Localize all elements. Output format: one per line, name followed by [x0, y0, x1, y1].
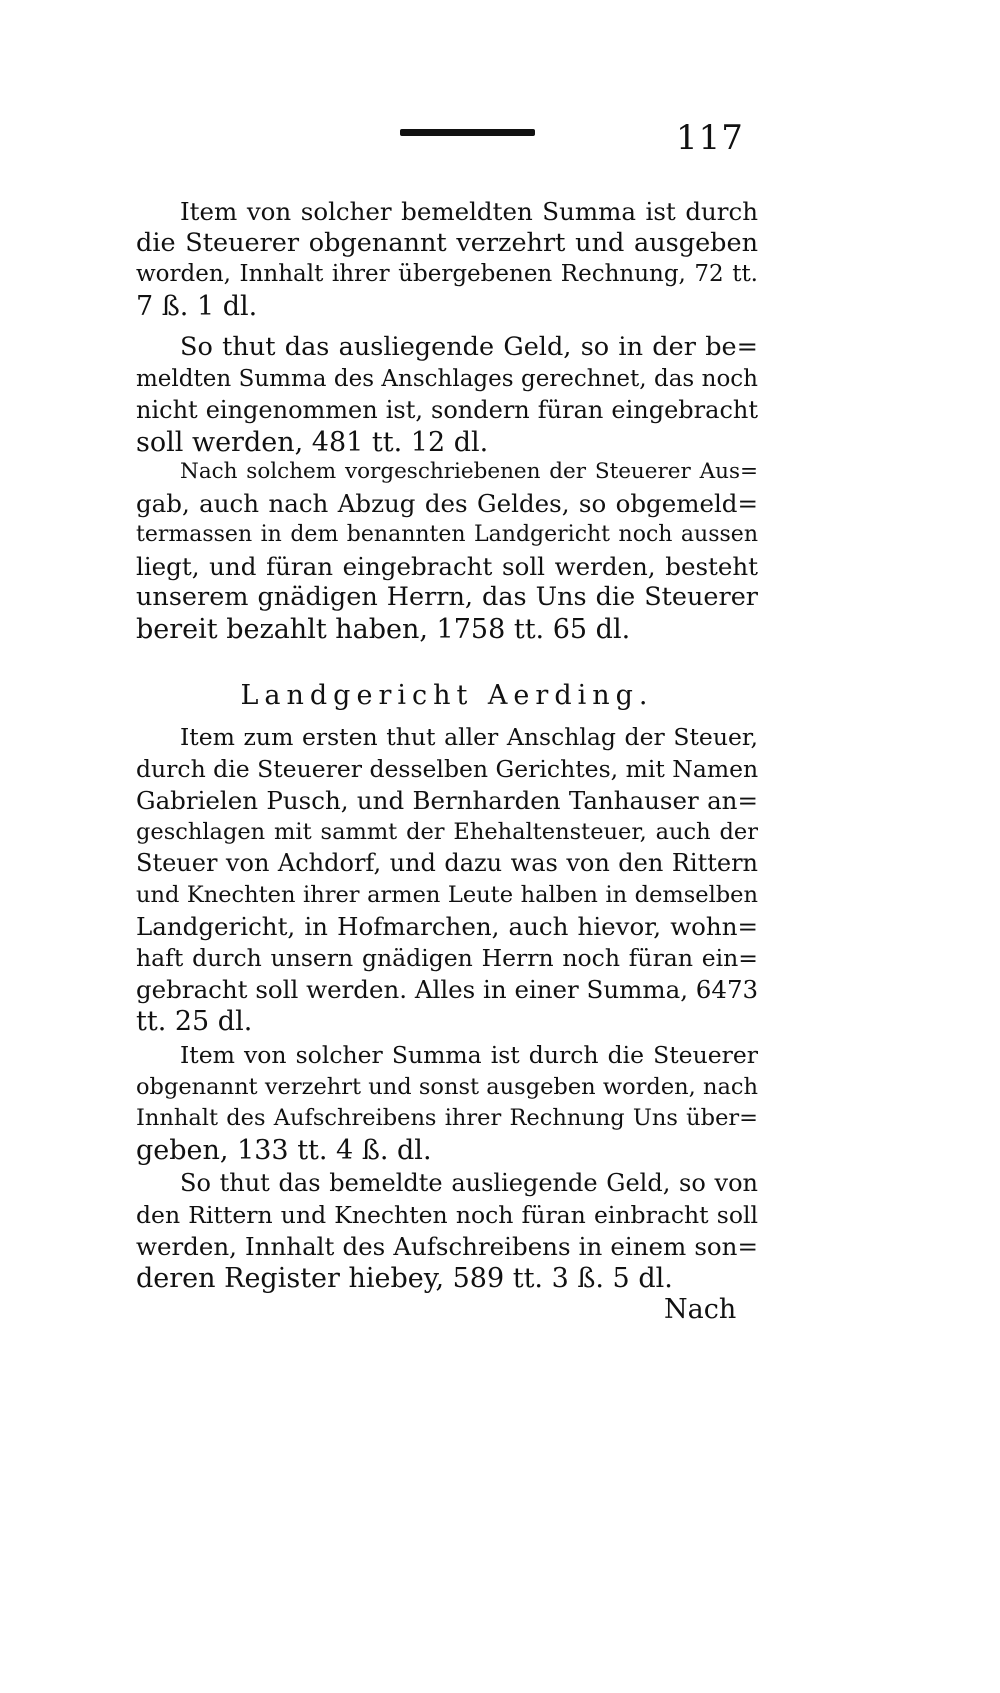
text-line: liegt, und füran eingebracht soll werden, besteht: [136, 551, 758, 581]
text-line: haft durch unsern gnädigen Herrn noch füran ein=: [136, 943, 758, 972]
text-line: die Steuerer obgenannt verzehrt und ausgeben: [136, 227, 758, 258]
catchword: Nach: [664, 1294, 737, 1325]
text-line: unserem gnädigen Herrn, das Uns die Steuerer: [136, 582, 758, 612]
paragraph-2: [136, 332, 758, 458]
text-line: Innhalt des Aufschreibens ihrer Rechnung Uns über=: [136, 1105, 758, 1131]
text-line: gab, auch nach Abzug des Geldes, so obgemeld=: [136, 488, 758, 518]
text-line: gebracht soll werden. Alles in einer Summa, 6473: [136, 975, 759, 1004]
text-line: durch die Steuerer desselben Gerichtes, mit Namen: [136, 754, 759, 783]
text-line: geben, 133 tt. 4 ß. dl.: [136, 1134, 432, 1166]
text-line: obgenannt verzehrt und sonst ausgeben worden, nach: [136, 1073, 758, 1100]
text-line: Item von solcher bemeldten Summa ist durch: [180, 197, 758, 226]
paragraph-5: [136, 1040, 758, 1166]
header-rule: [400, 129, 535, 136]
page-number: 117: [676, 118, 744, 158]
text-line: So thut das bemeldte ausliegende Geld, so von: [180, 1169, 758, 1197]
text-line: bereit bezahlt haben, 1758 tt. 65 dl.: [136, 613, 631, 645]
text-line: 7 ß. 1 dl.: [136, 290, 258, 322]
paragraph-6: [136, 1168, 758, 1294]
paragraph-3: [136, 456, 758, 645]
text-line: werden, Innhalt des Aufschreibens in einem son=: [136, 1232, 758, 1261]
text-line: den Rittern und Knechten noch füran einbracht soll: [136, 1200, 758, 1229]
text-line: Item zum ersten thut aller Anschlag der Steuer,: [180, 723, 758, 751]
text-line: deren Register hiebey, 589 tt. 3 ß. 5 dl.: [136, 1262, 673, 1294]
text-line: Nach solchem vorgeschriebenen der Steuerer Aus=: [180, 459, 758, 484]
paragraph-4: [136, 722, 758, 1037]
text-line: Item von solcher Summa ist durch die Steuerer: [180, 1041, 758, 1069]
section-heading: Landgericht Aerding.: [240, 680, 654, 711]
text-line: nicht eingenommen ist, sondern füran eingebracht: [136, 396, 758, 424]
text-line: geschlagen mit sammt der Ehehaltensteuer, auch der: [136, 818, 758, 845]
text-line: und Knechten ihrer armen Leute halben in demselben: [136, 881, 758, 908]
text-line: Landgericht, in Hofmarchen, auch hievor, wohn=: [136, 912, 758, 941]
text-line: worden, Innhalt ihrer übergebenen Rechnung, 72 tt.: [136, 261, 758, 287]
text-line: tt. 25 dl.: [136, 1005, 253, 1037]
text-line: soll werden, 481 tt. 12 dl.: [136, 426, 489, 458]
text-line: So thut das ausliegende Geld, so in der be=: [180, 332, 758, 362]
text-line: Steuer von Achdorf, und dazu was von den Rittern: [136, 849, 758, 877]
text-line: meldten Summa des Anschlages gerechnet, das noch: [136, 365, 758, 392]
text-line: termassen in dem benannten Landgericht noch aussen: [136, 522, 758, 547]
paragraph-1: [136, 196, 758, 322]
text-line: Gabrielen Pusch, und Bernharden Tanhauser an=: [136, 786, 758, 815]
